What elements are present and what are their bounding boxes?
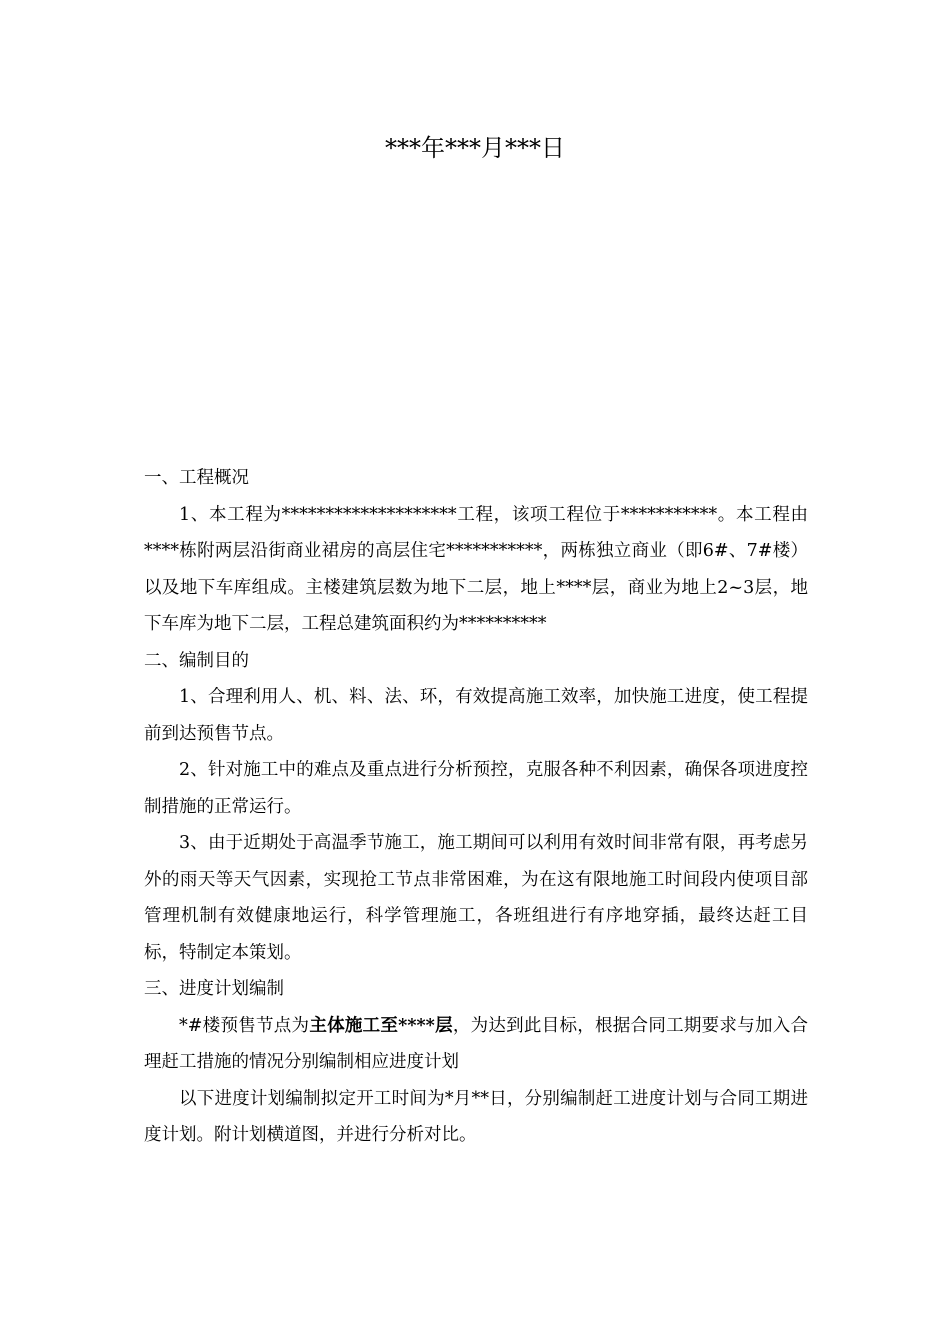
date-line: ***年***月***日 — [385, 134, 565, 162]
schedule-milestone-emphasis: 主体施工至****层 — [309, 1015, 453, 1036]
schedule-paragraph-1 — [144, 1008, 808, 1081]
section-heading-overview: 一、工程概况 — [144, 468, 249, 488]
purpose-paragraph-3: 3、由于近期处于高温季节施工，施工期间可以利用有效时间非常有限，再考虑另外的雨天等天气因素，实现抢工节点非常困难，为在这有限地施工时间段内使项目部管理机制有效健康地运行，科学管理施工，各班组进行有序地穿插，最终达赶工目标，特制定本策划。 — [144, 833, 808, 963]
schedule-text-rest: ，为达到此目标，根据合同工期要求与加入合理赶工措施的情况分别编制相应进度计划 — [144, 1015, 809, 1072]
section-heading-schedule: 三、进度计划编制 — [144, 979, 284, 999]
document-body — [144, 460, 808, 1154]
section-heading-purpose: 二、编制目的 — [144, 650, 249, 671]
overview-paragraph: 1、本工程为********************工程，该项工程位于***********。本工程由****栋附两层沿街商业裙房的高层住宅***********，两栋独立商业（即6#、7#楼）以及地下车库组成。主楼建筑层数为地下二层，地上****层，商业为地上2~3层，地下车库为地下二层，工程总建筑面积约为********** — [144, 504, 808, 634]
schedule-paragraph-2: 以下进度计划编制拟定开工时间为*月**日，分别编制赶工进度计划与合同工期进度计划。附计划横道图，并进行分析对比。 — [144, 1088, 808, 1145]
purpose-paragraph-2: 2、针对施工中的难点及重点进行分析预控，克服各种不利因素，确保各项进度控制措施的正常运行。 — [144, 760, 808, 817]
purpose-paragraph-1: 1、合理利用人、机、料、法、环，有效提高施工效率，加快施工进度，使工程提前到达预售节点。 — [144, 687, 808, 744]
schedule-text-lead: *#楼预售节点为 — [179, 1015, 310, 1036]
